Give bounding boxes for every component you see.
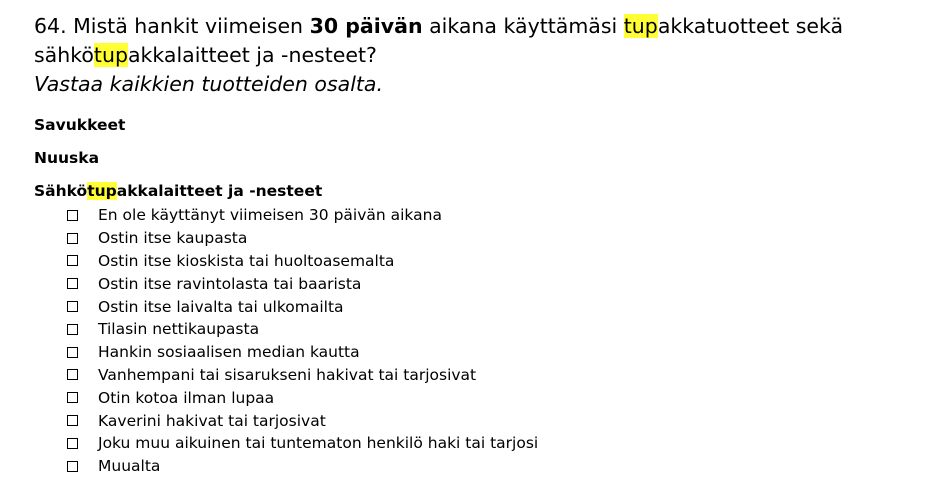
question-after-highlight-1: akkatuotteet sekä sähkö	[34, 14, 844, 67]
list-item	[34, 409, 914, 432]
list-item	[34, 250, 914, 273]
section-heading-ecig-prefix: Sähkö	[34, 182, 88, 200]
checkbox-icon[interactable]	[67, 233, 78, 244]
checkbox-icon[interactable]	[67, 461, 78, 472]
section-heading-cigarettes: Savukkeet	[34, 116, 126, 134]
checkbox-icon[interactable]	[67, 278, 78, 289]
list-item	[34, 455, 914, 478]
search-highlight: tup	[93, 43, 128, 67]
question-text	[34, 12, 914, 99]
option-label: Ostin itse kaupasta	[98, 229, 248, 248]
option-label: En ole käyttänyt viimeisen 30 päivän aikana	[98, 206, 442, 225]
answer-options-list	[34, 204, 914, 478]
list-item	[34, 272, 914, 295]
search-highlight: tup	[87, 182, 117, 200]
list-item	[34, 386, 914, 409]
checkbox-icon[interactable]	[67, 415, 78, 426]
checkbox-icon[interactable]	[67, 301, 78, 312]
checkbox-icon[interactable]	[67, 324, 78, 335]
option-label: Muualta	[98, 457, 161, 476]
question-bold-period: 30 päivän	[309, 14, 423, 38]
option-label: Ostin itse laivalta tai ulkomailta	[98, 297, 344, 316]
section-heading-snus: Nuuska	[34, 149, 100, 167]
section-heading-ecigarettes	[34, 181, 914, 201]
checkbox-icon[interactable]	[67, 210, 78, 221]
search-highlight: tup	[623, 14, 658, 38]
list-item	[34, 341, 914, 364]
section-heading-ecig-suffix: akkalaitteet ja -nesteet	[116, 182, 323, 200]
question-after-highlight-2: akkalaitteet ja -nesteet?	[127, 43, 377, 67]
option-label: Joku muu aikuinen tai tuntematon henkilö haki tai tarjosi	[98, 434, 539, 453]
list-item	[34, 364, 914, 387]
survey-document	[34, 12, 914, 478]
question-lead: 64. Mistä hankit viimeisen	[34, 14, 310, 38]
option-label: Vanhempani tai sisarukseni hakivat tai tarjosivat	[98, 365, 477, 384]
question-instruction: Vastaa kaikkien tuotteiden osalta.	[34, 72, 384, 96]
option-label: Kaverini hakivat tai tarjosivat	[98, 411, 326, 430]
list-item	[34, 227, 914, 250]
option-label: Ostin itse ravintolasta tai baarista	[98, 274, 362, 293]
option-label: Hankin sosiaalisen median kautta	[98, 343, 360, 362]
list-item	[34, 432, 914, 455]
list-item	[34, 295, 914, 318]
option-label: Ostin itse kioskista tai huoltoasemalta	[98, 251, 395, 270]
checkbox-icon[interactable]	[67, 369, 78, 380]
list-item	[34, 318, 914, 341]
checkbox-icon[interactable]	[67, 347, 78, 358]
option-label: Otin kotoa ilman lupaa	[98, 388, 275, 407]
checkbox-icon[interactable]	[67, 255, 78, 266]
checkbox-icon[interactable]	[67, 392, 78, 403]
question-mid: aikana käyttämäsi	[422, 14, 624, 38]
checkbox-icon[interactable]	[67, 438, 78, 449]
list-item	[34, 204, 914, 227]
option-label: Tilasin nettikaupasta	[98, 320, 260, 339]
